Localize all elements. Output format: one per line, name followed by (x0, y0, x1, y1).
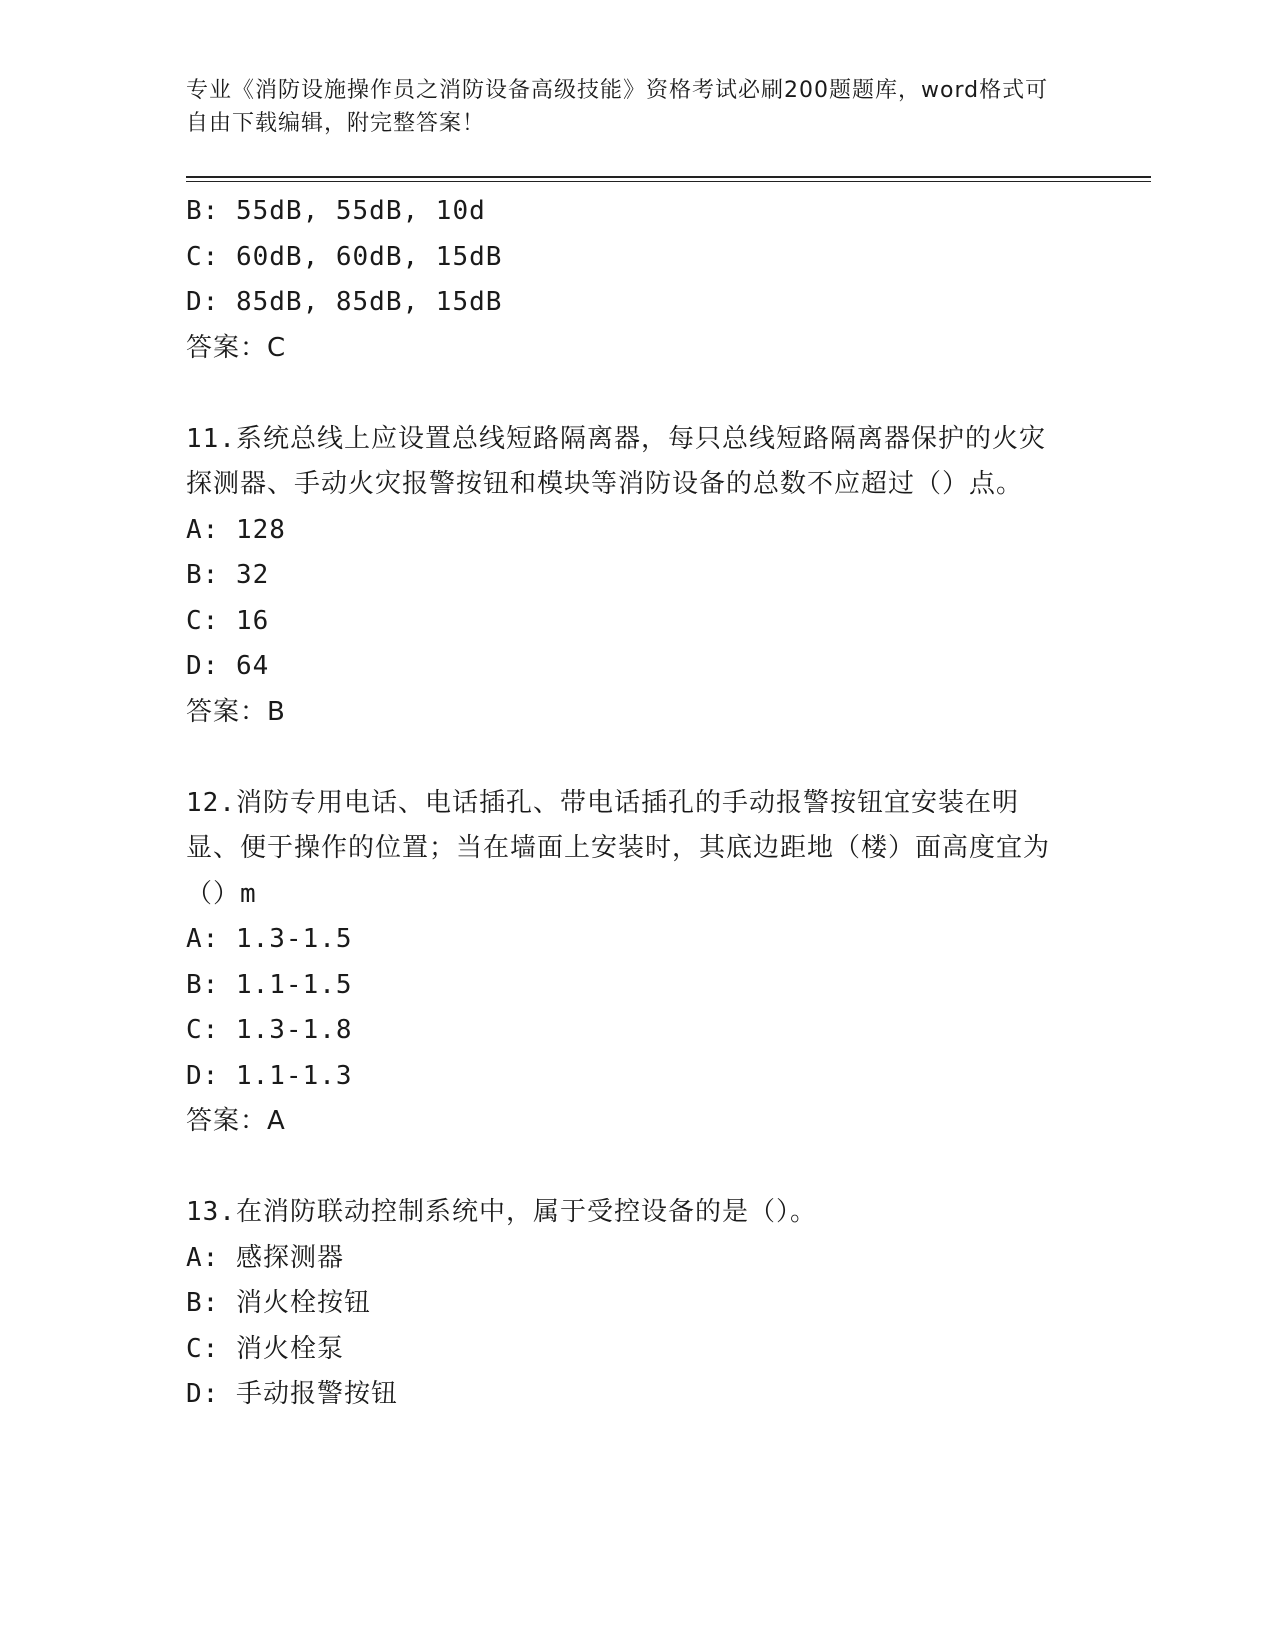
option-b: B: 32 (186, 560, 270, 590)
option-d: D: 64 (186, 651, 270, 681)
option-c: C: 1.3-1.8 (186, 1015, 353, 1045)
option-d: D: 手动报警按钮 (186, 1379, 398, 1409)
option-a: A: 1.3-1.5 (186, 924, 353, 954)
option-d: D: 85dB, 85dB, 15dB (186, 287, 503, 317)
answer: 答案：A (186, 1106, 286, 1136)
answer: 答案：C (186, 332, 287, 363)
header-rule-thick (186, 176, 1151, 178)
spacer (186, 735, 1086, 781)
option-d: D: 1.1-1.3 (186, 1060, 353, 1091)
question-stem: 11.系统总线上应设置总线短路隔离器，每只总线短路隔离器保护的火灾探测器、手动火灾报警按钮和模块等消防设备的总数不应超过（）点。 (186, 423, 1046, 499)
question-11 (186, 417, 1086, 736)
spacer (186, 1145, 1086, 1191)
option-b: B: 1.1-1.5 (186, 969, 353, 1000)
question-stem: 12.消防专用电话、电话插孔、带电话插孔的手动报警按钮宜安装在明显、便于操作的位置；当在墙面上安装时，其底边距地（楼）面高度宜为（）m (186, 787, 1051, 909)
question-13 (186, 1190, 1086, 1418)
question-stem: 13.在消防联动控制系统中，属于受控设备的是（）。 (186, 1197, 817, 1227)
answer: 答案：B (186, 696, 286, 727)
document-header: 专业《消防设施操作员之消防设备高级技能》资格考试必刷200题题库，word格式可自由下载编辑，附完整答案！ (186, 78, 1049, 136)
option-c: C: 消火栓泵 (186, 1333, 344, 1364)
option-c: C: 16 (186, 605, 270, 636)
option-b: B: 消火栓按钮 (186, 1288, 371, 1318)
option-b: B: 55dB, 55dB, 10d (186, 196, 486, 226)
question-10 (186, 189, 1086, 371)
option-a: A: 128 (186, 514, 286, 545)
spacer (186, 371, 1086, 417)
option-c: C: 60dB, 60dB, 15dB (186, 241, 503, 272)
question-12 (186, 781, 1086, 1145)
question-list (186, 189, 1086, 1418)
header-rule-thin (186, 181, 1151, 182)
option-a: A: 感探测器 (186, 1242, 344, 1273)
